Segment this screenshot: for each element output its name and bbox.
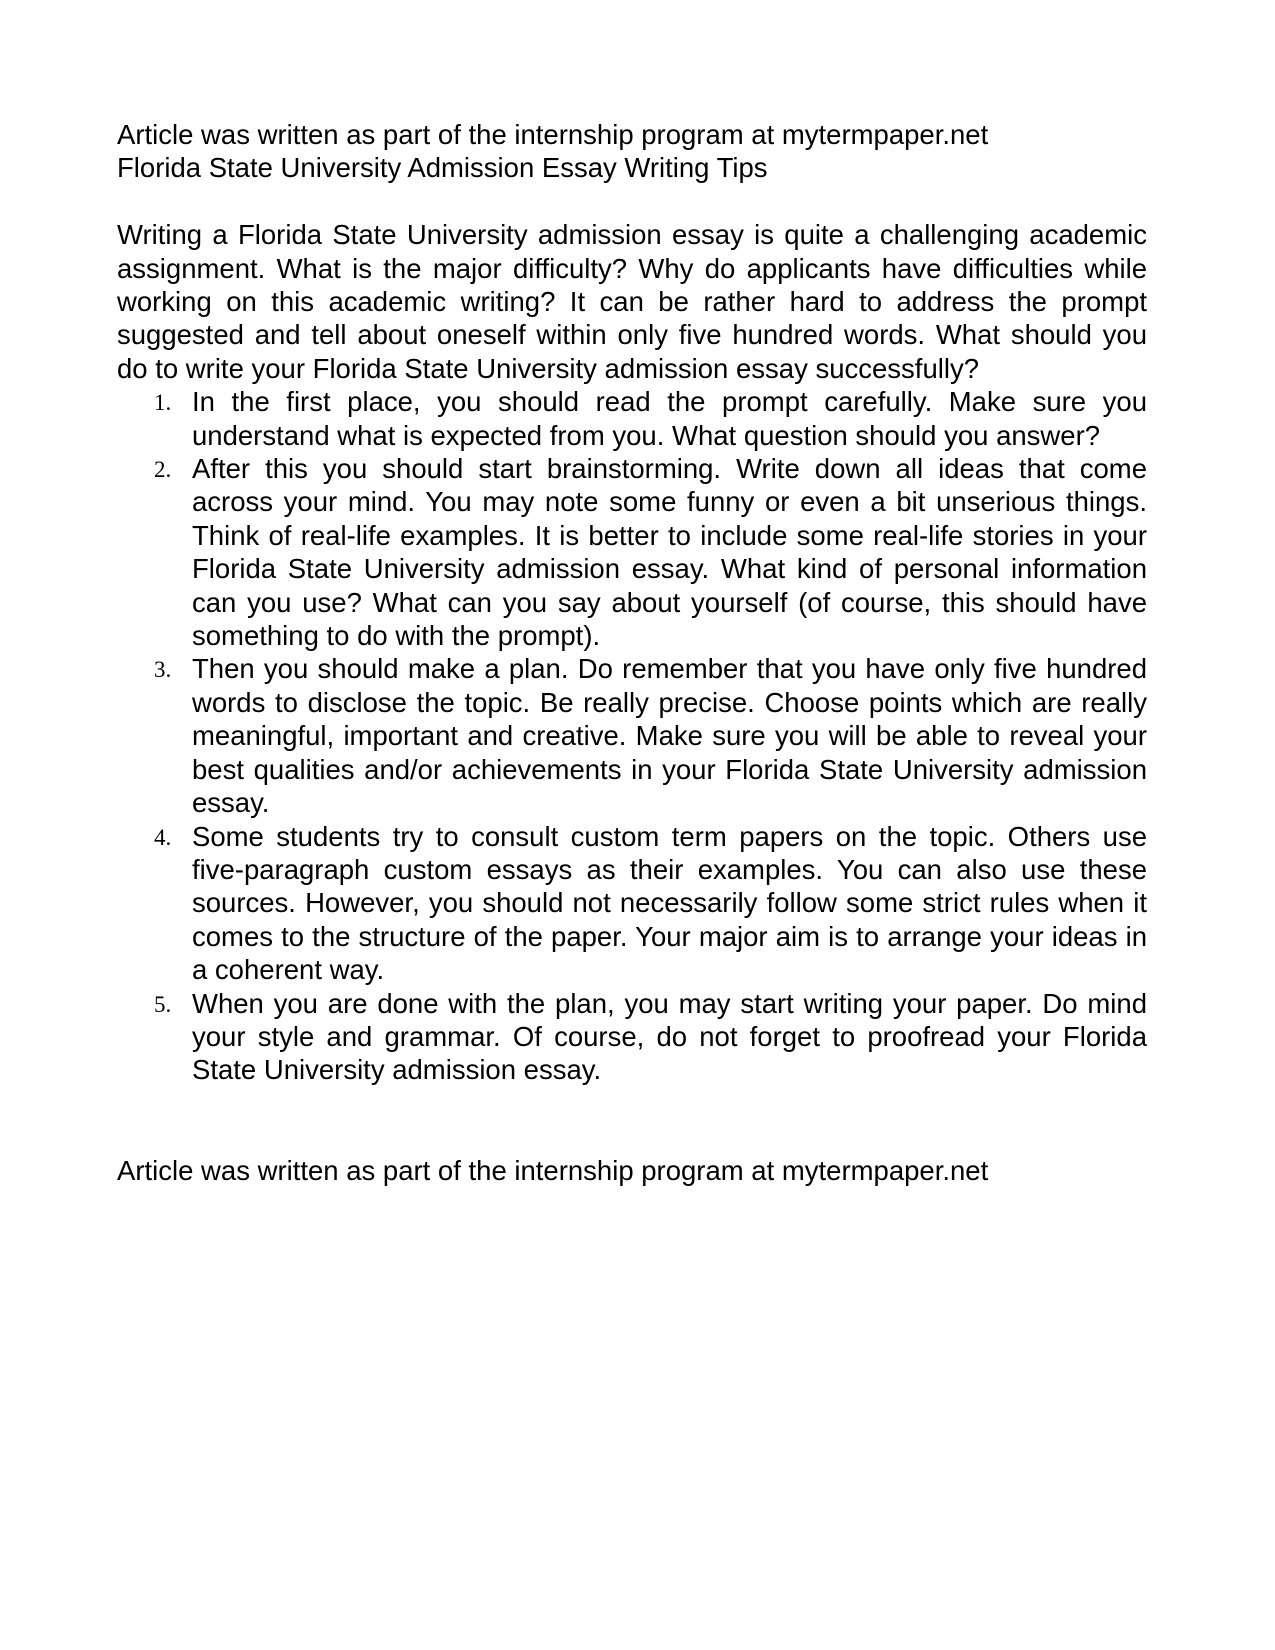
tips-list [117,385,1147,1087]
list-item-number: 1. [154,390,172,416]
list-item-number: 5. [154,991,172,1017]
list-item-text: Some students try to consult custom term papers on the topic. Others use five-paragraph custom essays as their examples. You can also use these sources. However, you should not necessarily follow some strict rules when it comes to the structure of the paper. Your major aim is to arrange your ideas in a coherent way. [192,820,1147,986]
list-item-text: After this you should start brainstorming. Write down all ideas that come across your mind. You may note some funny or even a bit unserious things. Think of real-life examples. It is better to include some real-life stories in your Florida State University admission essay. What kind of personal information can you use? What can you say about yourself (of course, this should have something to do with the prompt). [192,453,1147,652]
document-content [117,118,1147,1187]
list-item-text: In the first place, you should read the prompt carefully. Make sure you understand what is expected from you. What question should you answer? [192,386,1147,451]
list-item-number: 4. [154,824,172,850]
list-item [117,820,1147,987]
list-item [117,987,1147,1087]
list-item [117,652,1147,819]
list-item-number: 2. [154,457,172,483]
footer-attribution: Article was written as part of the internship program at mytermpaper.net [117,1154,989,1186]
header-attribution: Article was written as part of the internship program at mytermpaper.net [117,119,989,150]
intro-paragraph: Writing a Florida State University admission essay is quite a challenging academic assignment. What is the major difficulty? Why do applicants have difficulties while working on this academic writing? It can be rather hard to address the prompt suggested and tell about oneself within only five hundred words. What should you do to write your Florida State University admission essay successfully? [117,219,1147,384]
document-title: Florida State University Admission Essay Writing Tips [117,152,768,184]
list-item-text: When you are done with the plan, you may start writing your paper. Do mind your style and grammar. Of course, do not forget to proofread your Florida State University admission essay. [192,987,1147,1086]
list-item [117,385,1147,452]
list-item-text: Then you should make a plan. Do remember that you have only five hundred words to disclose the topic. Be really precise. Choose points which are really meaningful, important and creative. Make sure you will be able to reveal your best qualities and/or achievements in your Florida State University admission essay. [192,653,1147,819]
list-item-number: 3. [154,657,172,683]
list-item [117,452,1147,652]
